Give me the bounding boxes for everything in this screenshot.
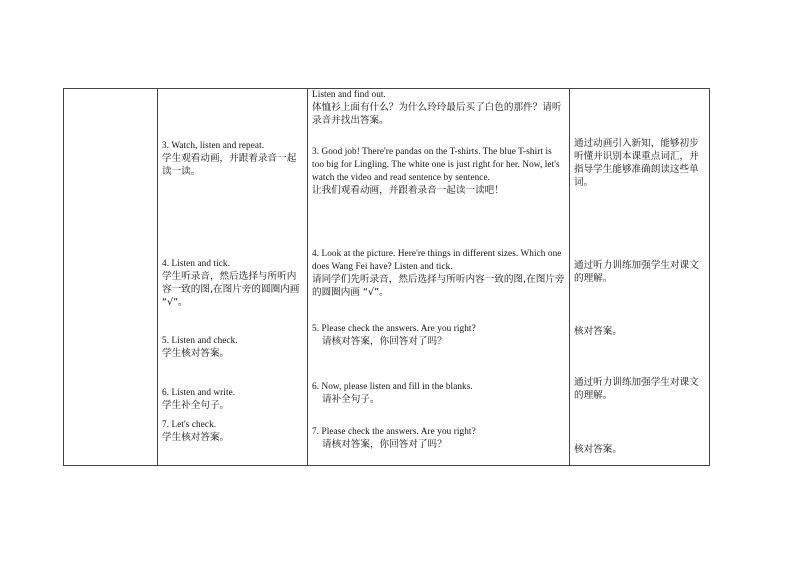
teacher-intro-en: Listen and find out. [312,89,386,99]
purpose-7-zh: 核对答案。 [574,444,622,455]
purpose-6-zh: 通过听力训练加强学生对课文的理解。 [574,377,699,401]
teacher-intro [312,88,566,127]
teacher-6-zh: 请补全句子。 [322,394,380,405]
purpose-6 [574,376,706,402]
teacher-3-zh: 让我们观看动画，并跟着录音一起读一读吧！ [312,185,504,196]
purpose-7 [574,443,706,456]
activity-6-en: 6. Listen and write. [162,387,236,397]
activity-7-zh: 学生核对答案。 [162,432,230,443]
teacher-5-en: 5. Please check the answers. Are you right? [312,323,476,333]
activity-4 [162,257,304,309]
teacher-intro-zh: 体恤衫上面有什么？为什么玲玲最后买了白色的那件？请听录音并找出答案。 [312,102,562,126]
activity-6 [162,386,304,412]
teacher-4-zh: 请同学们先听录音，然后选择与所听内容一致的图,在图片旁的圆圈内画 “√”。 [312,274,565,298]
activity-7-en: 7. Let's check. [162,419,217,429]
purpose-3 [574,137,706,189]
purpose-cell [570,89,710,466]
activity-3-en: 3. Watch, listen and repeat. [162,140,265,150]
teacher-4-en: 4. Look at the picture. Here're things in different sizes. Which one does Wang Fei have? Listen and tick. [312,248,562,271]
teacher-7 [312,425,566,451]
student-activity-cell [158,89,308,466]
table-row [64,89,710,466]
teacher-4 [312,247,566,299]
activity-6-zh: 学生补全句子。 [162,400,230,411]
activity-5-en: 5. Listen and check. [162,335,238,345]
activity-4-zh: 学生听录音，然后选择与所听内容一致的图,在图片旁的圆圈内画 “√”。 [162,271,300,308]
teacher-activity-cell [308,89,570,466]
teacher-7-en: 7. Please check the answers. Are you right? [312,426,476,436]
purpose-4-zh: 通过听力训练加强学生对课文的理解。 [574,260,699,284]
activity-3 [162,139,304,178]
teacher-5 [312,322,566,348]
stage-cell [64,89,158,466]
activity-7 [162,418,304,444]
teacher-7-zh: 请核对答案，你回答对了吗？ [322,439,447,450]
purpose-4 [574,259,706,285]
teacher-6-en: 6. Now, please listen and fill in the blanks. [312,381,473,391]
lesson-plan-table [63,88,710,466]
teacher-5-zh: 请核对答案，你回答对了吗？ [322,336,447,347]
activity-5-zh: 学生核对答案。 [162,348,230,359]
activity-5 [162,334,304,360]
teacher-6 [312,380,566,406]
purpose-5 [574,325,706,338]
teacher-3 [312,145,566,197]
teacher-3-en: 3. Good job! There're pandas on the T-shirts. The blue T-shirt is too big for Lingling. The white one is just right for her. Now, let's watch the video and read sentence by sentence. [312,146,560,182]
activity-3-zh: 学生观看动画，并跟着录音一起读一读。 [162,153,297,177]
purpose-5-zh: 核对答案。 [574,326,622,337]
activity-4-en: 4. Listen and tick. [162,258,230,268]
purpose-3-zh: 通过动画引入新知，能够初步听懂并识别本课重点词汇，并指导学生能够准确朗读这些单词。 [574,138,699,188]
